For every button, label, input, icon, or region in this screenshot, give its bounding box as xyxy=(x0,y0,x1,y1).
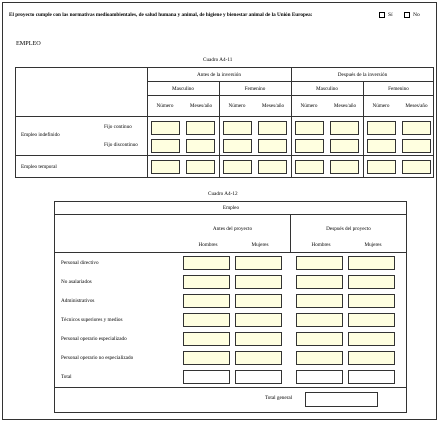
t2-row-label: Personal operario no especializado xyxy=(61,355,134,361)
t2-input-cell[interactable] xyxy=(183,294,230,308)
t2-input-cell[interactable] xyxy=(296,294,343,308)
table1 xyxy=(15,67,434,178)
t1-input-cell[interactable] xyxy=(186,160,215,174)
t1-input-cell[interactable] xyxy=(186,139,215,153)
t1-input-cell[interactable] xyxy=(151,160,180,174)
t1-input-cell[interactable] xyxy=(295,160,324,174)
t2-header-before: Antes del proyecto xyxy=(212,226,253,232)
t1-col-num: Número xyxy=(156,103,174,109)
t1-input-cell[interactable] xyxy=(295,121,324,135)
t1-input-cell[interactable] xyxy=(223,121,252,135)
compliance-question: El proyecto cumple con las normativas medioambientales, de salud humana y animal, de higiene y bienestar animal de la Unión Europea: xyxy=(9,12,313,18)
t1-before-fem: Femenino xyxy=(244,86,266,92)
t2-input-cell[interactable] xyxy=(183,313,230,327)
t2-row-label: Total xyxy=(61,374,72,380)
t2-input-cell[interactable] xyxy=(296,332,343,346)
t1-col-num: Número xyxy=(228,103,246,109)
t2-input-cell[interactable] xyxy=(183,275,230,289)
t1-input-cell[interactable] xyxy=(367,160,396,174)
t1-input-cell[interactable] xyxy=(367,121,396,135)
t2-input-cell[interactable] xyxy=(296,256,343,270)
t2-col-men: Hombres xyxy=(198,242,218,248)
t1-col-num: Número xyxy=(372,103,390,109)
t2-input-cell[interactable] xyxy=(183,351,230,365)
t2-input-cell[interactable] xyxy=(235,332,282,346)
no-checkbox[interactable] xyxy=(404,12,410,18)
t1-col-my: Meses/año xyxy=(333,103,357,109)
section-title: EMPLEO xyxy=(16,40,41,47)
t2-grand-total-label: Total general xyxy=(265,395,293,401)
t2-header-after: Después del proyecto xyxy=(326,226,371,232)
t1-input-cell[interactable] xyxy=(330,160,359,174)
t1-row-fixed-cont: Fijo continuo xyxy=(104,124,132,130)
t2-input-cell[interactable] xyxy=(348,351,395,365)
t2-input-cell[interactable] xyxy=(348,294,395,308)
t1-col-my: Meses/año xyxy=(261,103,285,109)
t2-row-label: No asalariados xyxy=(61,279,92,285)
t2-col-women: Mujeres xyxy=(251,242,269,248)
t1-input-cell[interactable] xyxy=(258,121,287,135)
t2-row-label: Personal operario especializado xyxy=(61,336,127,342)
t1-input-cell[interactable] xyxy=(223,139,252,153)
t1-input-cell[interactable] xyxy=(151,121,180,135)
t2-input-cell[interactable] xyxy=(235,275,282,289)
t1-col-my: Meses/año xyxy=(189,103,213,109)
t2-total-cell[interactable] xyxy=(235,370,282,384)
t2-input-cell[interactable] xyxy=(296,351,343,365)
t1-row-indefinite: Empleo indefinido xyxy=(21,132,60,138)
t1-after-masc: Masculino xyxy=(316,86,338,92)
t2-input-cell[interactable] xyxy=(348,275,395,289)
t1-header-before: Antes de la inversión xyxy=(197,72,241,78)
t2-row-label: Técnicos superiores y medios xyxy=(61,317,123,323)
yes-checkbox[interactable] xyxy=(379,12,385,18)
t2-input-cell[interactable] xyxy=(348,313,395,327)
no-label: No xyxy=(413,12,420,18)
t1-col-my: Meses/año xyxy=(405,103,428,109)
t2-input-cell[interactable] xyxy=(235,294,282,308)
t1-input-cell[interactable] xyxy=(223,160,252,174)
table2 xyxy=(54,201,407,413)
t2-input-cell[interactable] xyxy=(296,313,343,327)
t2-input-cell[interactable] xyxy=(348,256,395,270)
t1-input-cell[interactable] xyxy=(402,160,431,174)
t1-input-cell[interactable] xyxy=(295,139,324,153)
t2-grand-total-cell[interactable] xyxy=(305,392,378,407)
t2-title: Empleo xyxy=(222,205,240,211)
table2-caption: Cuadro A4-12 xyxy=(208,191,238,197)
t2-input-cell[interactable] xyxy=(183,256,230,270)
t1-input-cell[interactable] xyxy=(330,139,359,153)
t2-input-cell[interactable] xyxy=(296,275,343,289)
t2-total-cell[interactable] xyxy=(296,370,343,384)
t1-input-cell[interactable] xyxy=(367,139,396,153)
yes-label: Sí xyxy=(388,12,393,18)
t2-col-women: Mujeres xyxy=(364,242,382,248)
t2-total-cell[interactable] xyxy=(348,370,395,384)
t1-col-num: Número xyxy=(300,103,318,109)
t2-row-label: Personal directivo xyxy=(61,260,99,266)
t2-input-cell[interactable] xyxy=(235,256,282,270)
t2-input-cell[interactable] xyxy=(348,332,395,346)
t1-input-cell[interactable] xyxy=(258,160,287,174)
t1-input-cell[interactable] xyxy=(402,121,431,135)
t1-row-temporary: Empleo temporal xyxy=(21,164,57,170)
t2-input-cell[interactable] xyxy=(235,351,282,365)
t1-input-cell[interactable] xyxy=(258,139,287,153)
t1-header-after: Después de la inversión xyxy=(337,72,388,78)
t1-input-cell[interactable] xyxy=(402,139,431,153)
t1-input-cell[interactable] xyxy=(330,121,359,135)
t1-input-cell[interactable] xyxy=(151,139,180,153)
t1-before-masc: Masculino xyxy=(172,86,194,92)
t1-row-fixed-disc: Fijo discontinuo xyxy=(104,142,138,148)
t2-input-cell[interactable] xyxy=(235,313,282,327)
t2-total-cell[interactable] xyxy=(183,370,230,384)
t1-input-cell[interactable] xyxy=(186,121,215,135)
t2-col-men: Hombres xyxy=(311,242,331,248)
t2-input-cell[interactable] xyxy=(183,332,230,346)
table1-caption: Cuadro A4-11 xyxy=(203,57,233,63)
t2-row-label: Administrativos xyxy=(61,298,95,304)
form-page xyxy=(2,2,437,420)
t1-after-fem: Femenino xyxy=(388,86,409,92)
